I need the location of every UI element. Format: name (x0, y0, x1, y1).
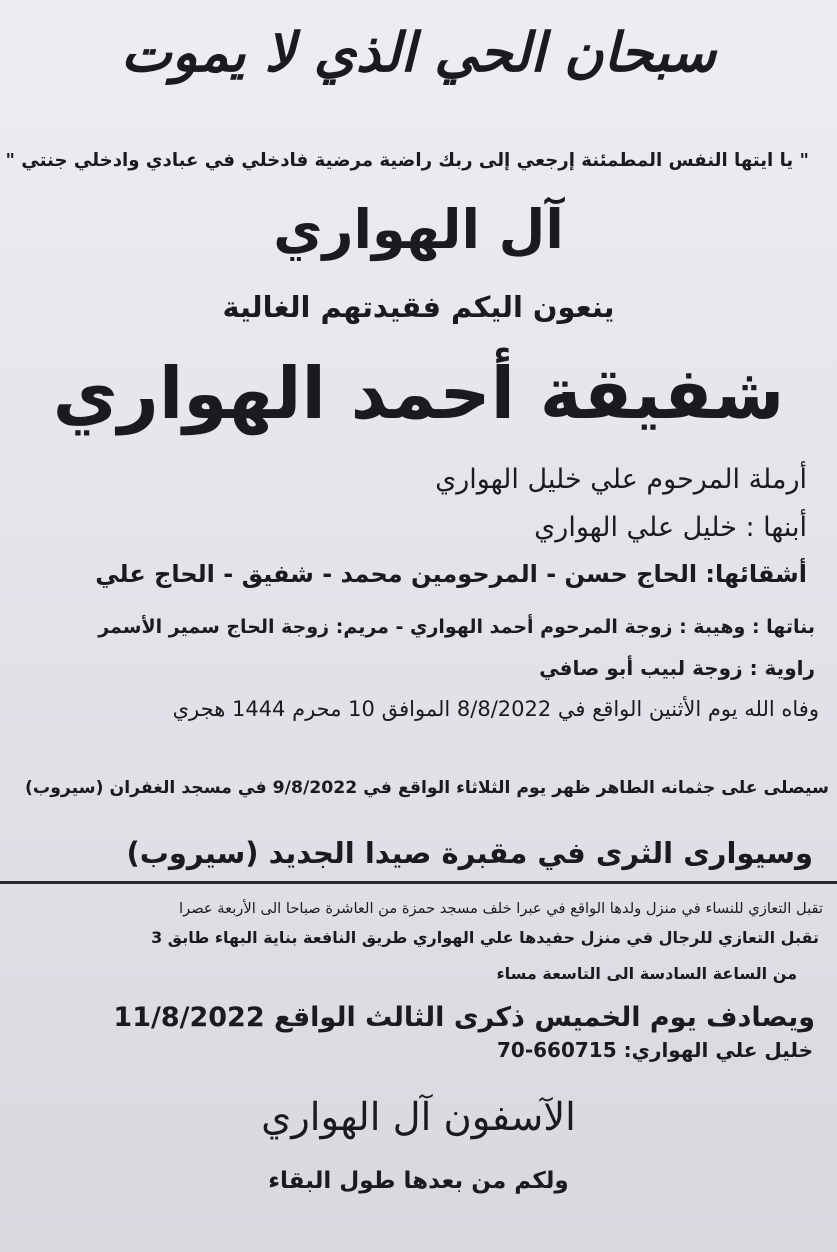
death-date: 8/8/2022 (456, 697, 552, 721)
divider (0, 881, 837, 884)
prayer-date: 9/8/2022 (272, 778, 358, 798)
third-day-prefix: ويصادف يوم الخميس ذكرى الثالث الواقع (274, 1002, 815, 1033)
prayer-prefix: سيصلى على جثمانه الطاهر ظهر يوم الثلاثاء الواقع في (363, 778, 829, 798)
siblings-line: أشقائها: الحاج حسن - المرحومين محمد - شفيق - الحاج علي (95, 560, 807, 588)
widow-line: أرملة المرحوم علي خليل الهواري (435, 464, 807, 495)
deceased-name: شفيقة أحمد الهواري (52, 352, 785, 435)
announcement: ينعون اليكم فقيدتهم الغالية (222, 290, 615, 324)
rawia-line: راوية : زوجة لبيب أبو صافي (539, 656, 815, 680)
death-line (0, 697, 819, 721)
daughters-line: بناتها : وهيبة : زوجة المرحوم أحمد الهواري - مريم: زوجة الحاج سمير الأسمر (98, 616, 815, 638)
family-name: آل الهواري (273, 198, 564, 261)
contact-line (0, 1038, 813, 1062)
prayer-suffix: في مسجد الغفران (سيروب) (25, 778, 267, 798)
death-prefix: وفاه الله يوم الأثنين الواقع في (557, 697, 819, 721)
men-condolences: تقبل التعازي للرجال في منزل حفيدها علي الهواري طريق النافعة بناية البهاء طابق 3 (151, 928, 819, 947)
third-day-line (0, 1002, 815, 1033)
burial-line: وسيوارى الثرى في مقبرة صيدا الجديد (سيروب) (126, 836, 813, 870)
quran-verse: " يا ايتها النفس المطمئنة إرجعي إلى ربك راضية مرضية فادخلي في عبادي وادخلي جنتي " (5, 150, 809, 171)
mourners-signature: الآسفون آل الهواري (261, 1095, 576, 1140)
third-day-date: 11/8/2022 (113, 1002, 265, 1033)
calligraphy-header: سبحان الحي الذي لا يموت (121, 20, 716, 84)
closing-wish: ولكم من بعدها طول البقاء (268, 1168, 569, 1194)
contact-name: خليل علي الهواري: (623, 1038, 813, 1062)
death-suffix: الموافق 10 محرم 1444 هجري (172, 697, 451, 721)
women-condolences: تقبل التعازي للنساء في منزل ولدها الواقع في عبرا خلف مسجد حمزة من العاشرة صباحا الى الأربعة عصرا (179, 900, 823, 917)
prayer-line (0, 778, 829, 798)
son-line: أبنها : خليل علي الهواري (534, 512, 807, 543)
condolence-hours: من الساعة السادسة الى التاسعة مساء (496, 964, 797, 983)
contact-phone: 70-660715 (497, 1038, 617, 1062)
